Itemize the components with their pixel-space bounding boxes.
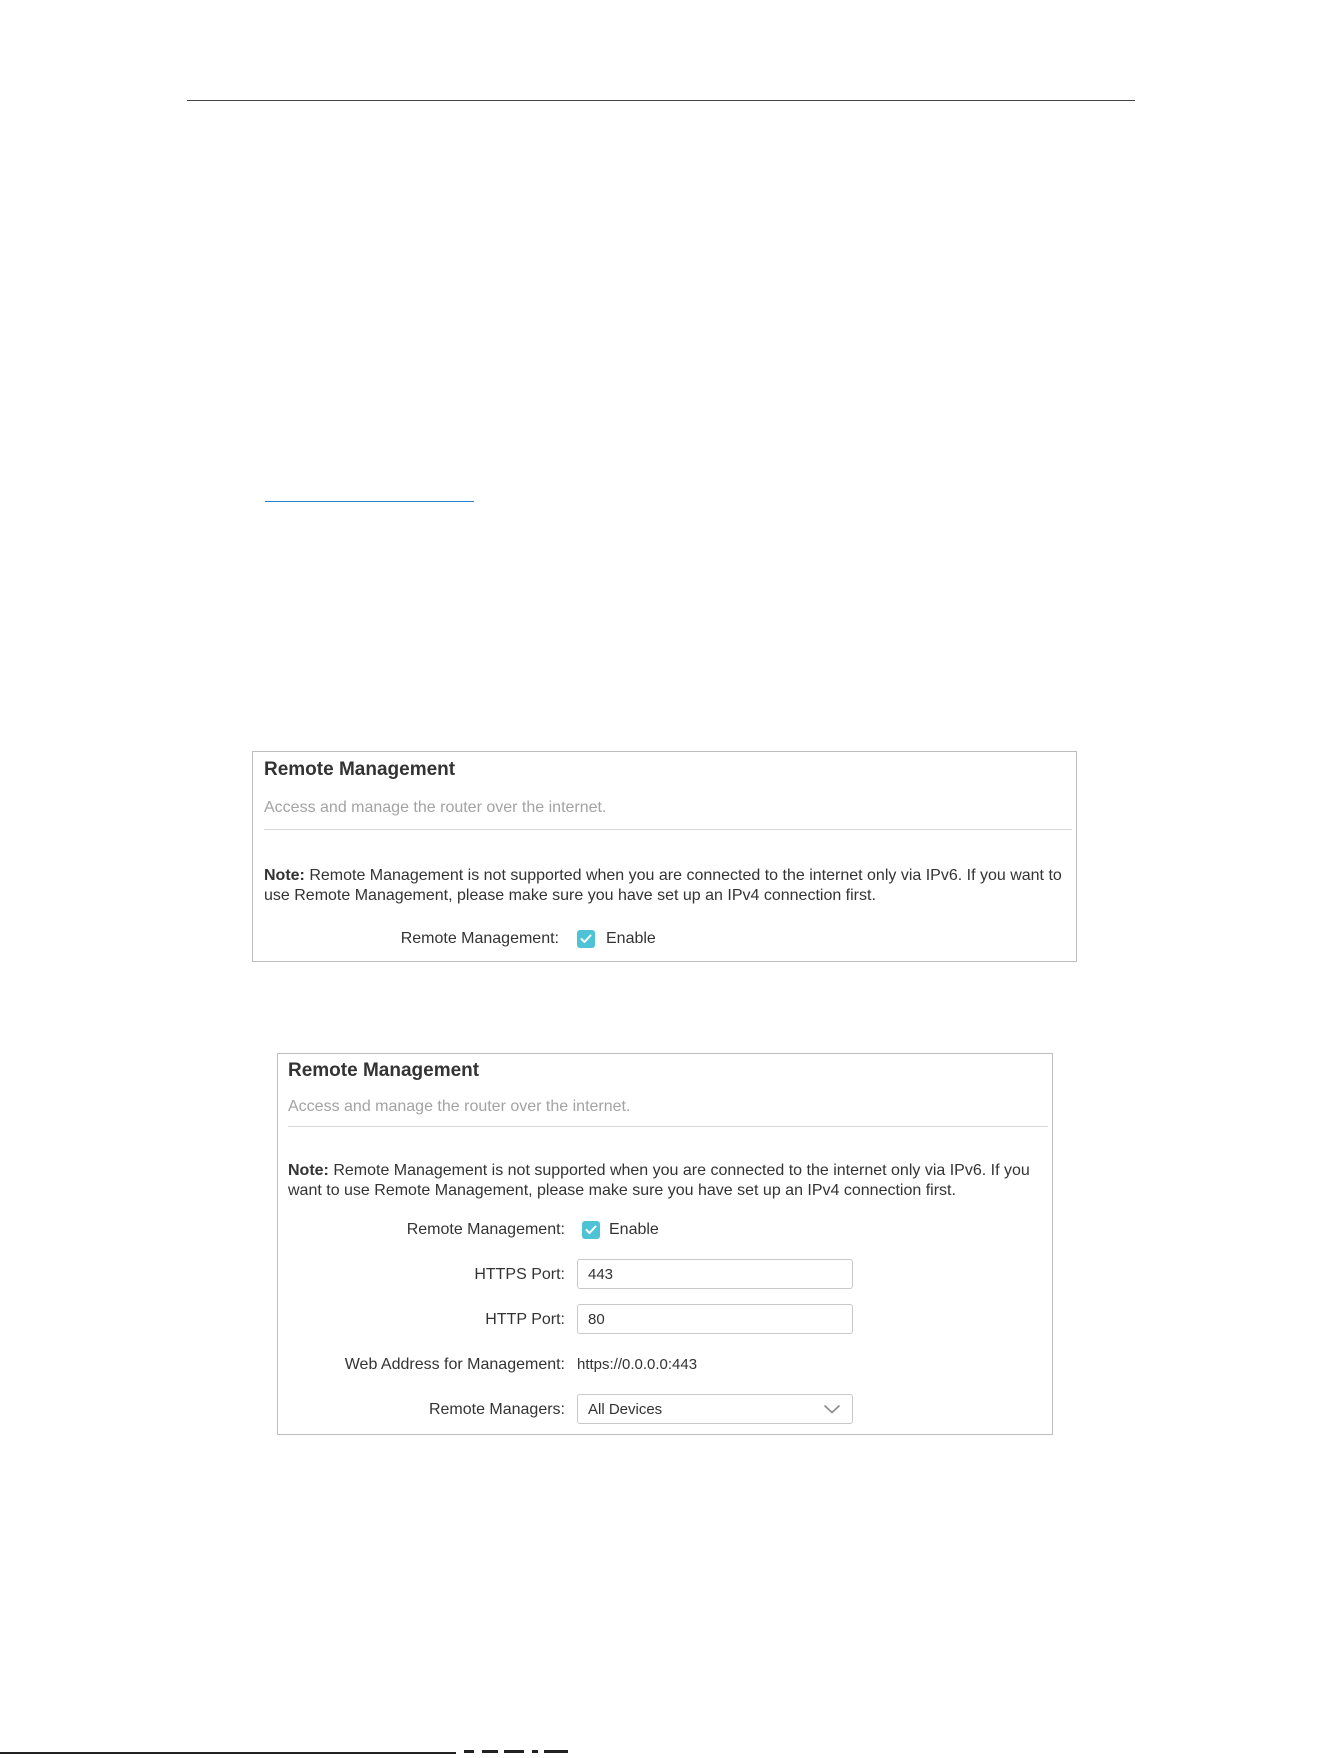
panel-divider: [264, 829, 1072, 830]
remote-management-checkbox[interactable]: [582, 1221, 600, 1239]
web-address-value: https://0.0.0.0:443: [577, 1356, 698, 1373]
check-icon: [580, 934, 592, 944]
panel-divider: [288, 1126, 1048, 1127]
footer-marks: [456, 1750, 576, 1754]
footer-rule: [0, 1752, 456, 1754]
https-port-input[interactable]: [577, 1259, 853, 1289]
check-icon: [585, 1225, 597, 1235]
remote-management-label: Remote Management:: [406, 1221, 565, 1238]
remote-managers-select[interactable]: [577, 1394, 853, 1424]
note-label: Note:: [264, 867, 305, 884]
note-text: [288, 1161, 1050, 1201]
note-body: Remote Management is not supported when you are connected to the internet only via IPv6. If you want to use Remote Management, please make sure you have set up an IPv4 connection first.: [288, 1162, 1030, 1199]
note-text: [264, 866, 1072, 906]
enable-label[interactable]: Enable: [609, 1221, 659, 1238]
remote-management-checkbox[interactable]: [577, 930, 595, 948]
http-port-label: HTTP Port:: [485, 1311, 565, 1328]
remote-management-panel-expanded: [277, 1053, 1053, 1435]
note-body: Remote Management is not supported when you are connected to the internet only via IPv6. If you want to use Remote Management, please make sure you have set up an IPv4 connection first.: [264, 867, 1062, 904]
remote-management-panel-basic: [252, 751, 1077, 962]
hyperlink-underline[interactable]: [265, 501, 474, 502]
remote-management-label: Remote Management:: [400, 930, 559, 947]
https-port-label: HTTPS Port:: [474, 1266, 565, 1283]
remote-managers-label: Remote Managers:: [428, 1401, 565, 1418]
panel-subtitle: Access and manage the router over the internet.: [264, 799, 607, 816]
panel-title: Remote Management: [288, 1060, 480, 1081]
chevron-down-icon: [824, 1405, 840, 1414]
enable-label[interactable]: Enable: [606, 930, 656, 947]
web-address-label: Web Address for Management:: [344, 1356, 565, 1373]
note-label: Note:: [288, 1162, 329, 1179]
panel-subtitle: Access and manage the router over the internet.: [288, 1098, 631, 1115]
remote-managers-selected: All Devices: [588, 1401, 663, 1418]
header-rule: [187, 100, 1135, 101]
http-port-input[interactable]: [577, 1304, 853, 1334]
panel-title: Remote Management: [264, 759, 456, 780]
